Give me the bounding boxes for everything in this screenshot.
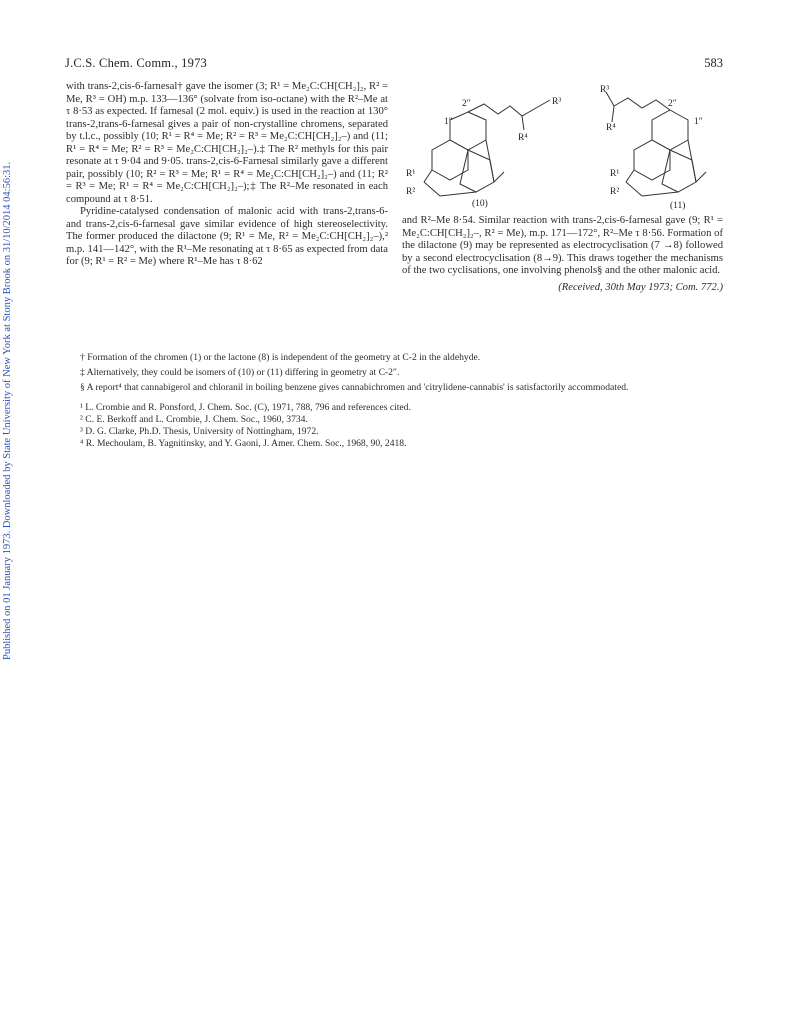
reference-item: ³ D. G. Clarke, Ph.D. Thesis, University of Nottingham, 1972. — [80, 426, 319, 437]
label-1pp-11: 1″ — [694, 117, 703, 127]
body-paragraph: and R²–Me 8·54. Similar reaction with trans-2,cis-6-farnesal gave (9; R¹ = Me₂C:CH[CH₂]₂–, R² = Me), m.p. 171—172°, R²–Me τ 8·56. Formation of the dilactone (9) may be represented as electrocyclisation (7 →8) followed by a second electrocyclisation (8→9). This draws together the mechanisms of the two cyclisations, one involving phenols§ and the other malonic acid. — [402, 215, 723, 276]
reference-list — [66, 402, 724, 450]
left-column — [66, 81, 388, 269]
journal-title: J.C.S. Chem. Comm., 1973 — [65, 56, 207, 70]
pyran-ring-10 — [450, 112, 486, 150]
label-r4-10: R⁴ — [518, 133, 528, 143]
label-r4-11: R⁴ — [606, 123, 616, 133]
label-2pp-11: 2″ — [668, 99, 677, 109]
download-watermark — [2, 100, 16, 660]
compound-label-10: (10) — [472, 199, 488, 209]
reference-item: ² C. E. Berkoff and L. Crombie, J. Chem. Soc., 1960, 3734. — [80, 414, 308, 425]
footnote: ‡ Alternatively, they could be isomers of (10) or (11) differing in geometry at C-2″. — [80, 367, 400, 378]
label-r2-10: R² — [406, 187, 416, 197]
r4-bond-11 — [612, 106, 614, 122]
download-notice: Published on 01 January 1973. Downloaded by State University of New York at Stony Brook on 31/10/2014 04:56:31. — [2, 161, 13, 660]
label-2pp-10: 2″ — [462, 99, 471, 109]
pyran-ring-11 — [652, 110, 688, 150]
label-1pp-10: 1″ — [444, 117, 453, 127]
reference-item: ¹ L. Crombie and R. Ponsford, J. Chem. Soc. (C), 1971, 788, 796 and references cited. — [80, 402, 411, 413]
footnote: § A report⁴ that cannabigerol and chloranil in boiling benzene gives cannabichromen and 'citrylidene-cannabis' is satisfactorily accommodated. — [80, 382, 629, 393]
side-chain-11 — [606, 92, 670, 110]
footnote: † Formation of the chromen (1) or the lactone (8) is independent of the geometry at C-2 in the aldehyde. — [80, 352, 481, 363]
side-chain-10 — [468, 100, 550, 116]
body-paragraph: with trans-2,cis-6-farnesal† gave the isomer (3; R¹ = Me₂C:CH[CH₂]₂, R² = Me, R³ = OH) m.p. 133—136° (solvate from iso-octane) with the R²–Me at τ 8·53 as expected. If farnesal (2 mol. equiv.) is used in the reaction at 130° trans-2,trans-6-farnesal gives a pair of non-crystalline chromens, separated by t.l.c., possibly (10; R¹ = R⁴ = Me; R² = R³ = Me₂C:CH[CH₂]₂–) and (11; R¹ = R⁴ = Me; R² = R³ = Me₂C:CH[CH₂]₂–).‡ The R² methyls for this pair resonate at τ 9·04 and 9·05. trans-2,cis-6-Farnesal similarly gave a different pair, possibly (10; R² = R³ = Me; R¹ = R⁴ = Me₂C:CH[CH₂]₂–) and (11; R² = R³ = Me; R¹ = R⁴ = Me₂C:CH[CH₂]₂–);‡ The R²–Me resonated in each compound at τ 8·51. — [66, 81, 388, 205]
compound-label-11: (11) — [670, 201, 686, 211]
body-paragraph: Pyridine-catalysed condensation of malonic acid with trans-2,trans-6- and trans-2,cis-6-farnesal gave similar evidence of high stereoselectivity. The former produced the dilactone (9; R¹ = Me, R² = Me₂C:CH[CH₂]₂–),² m.p. 141—142°, with the R¹–Me resonating at τ 8·65 as expected from data for (9; R¹ = R² = Me) where R¹–Me has τ 8·62 — [66, 206, 388, 267]
label-r3-10: R³ — [552, 97, 562, 107]
label-r1-11: R¹ — [610, 169, 620, 179]
right-column — [402, 215, 723, 294]
structure-figure — [400, 84, 724, 212]
reference-item: ⁴ R. Mechoulam, B. Yagnitinsky, and Y. Gaoni, J. Amer. Chem. Soc., 1968, 90, 2418. — [80, 438, 407, 449]
footnotes — [66, 352, 724, 450]
received-date: (Received, 30th May 1973; Com. 772.) — [558, 281, 723, 293]
label-r3-11: R³ — [600, 85, 610, 95]
label-r1-10: R¹ — [406, 169, 416, 179]
page-header — [65, 56, 723, 72]
r4-bond-10 — [522, 116, 524, 130]
page-number: 583 — [704, 56, 723, 70]
chemical-structures — [400, 84, 724, 212]
label-r2-11: R² — [610, 187, 620, 197]
